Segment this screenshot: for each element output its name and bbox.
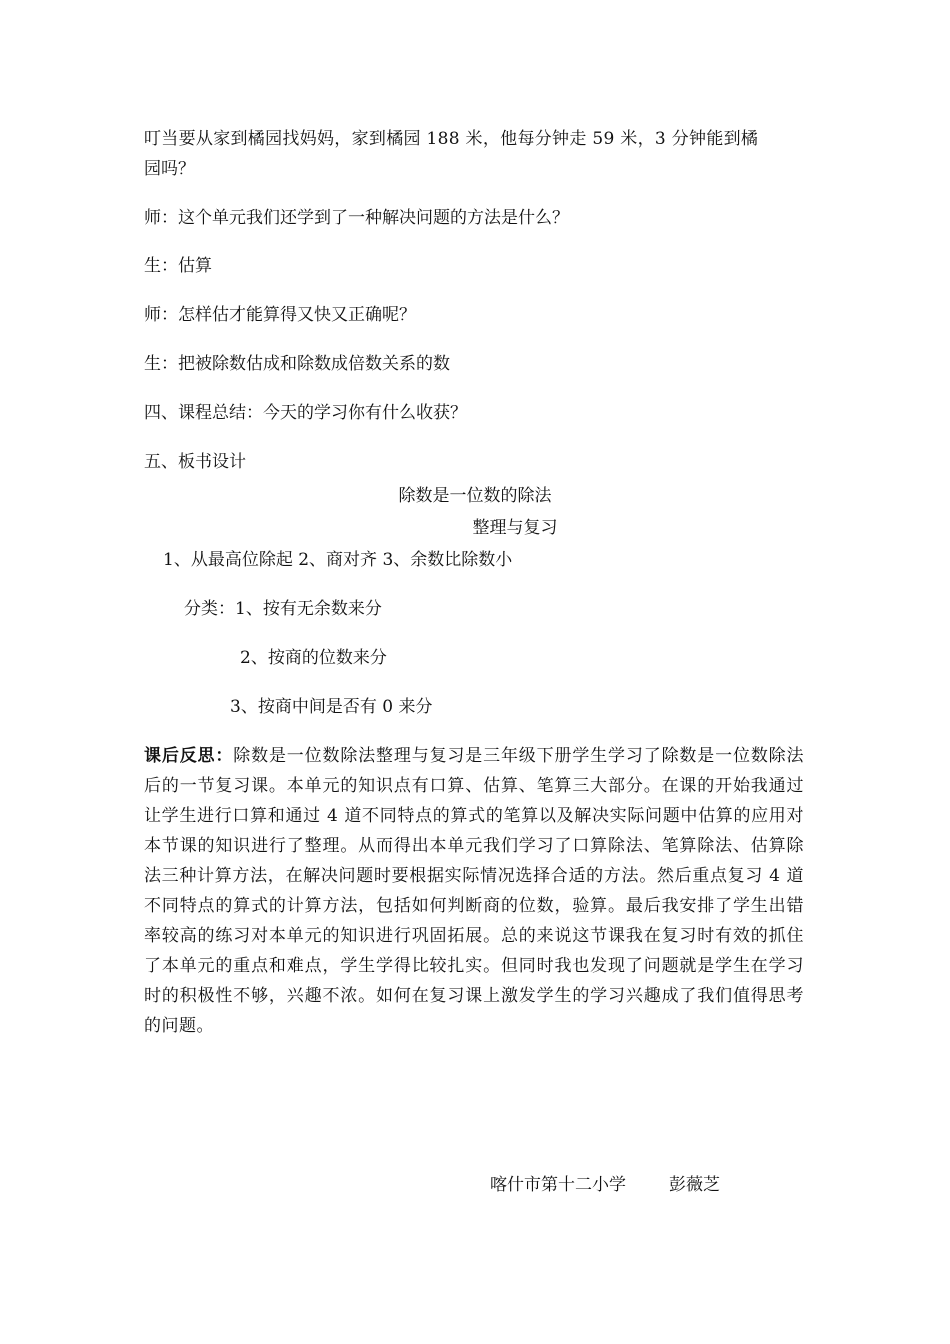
problem-line-1: 叮当要从家到橘园找妈妈，家到橘园 188 米，他每分钟走 59 米，3 分钟能到橘 [144, 129, 759, 149]
problem-line-2: 园吗？ [144, 159, 195, 179]
signature-author: 彭薇芝 [669, 1175, 720, 1195]
reflection-text: 除数是一位数除法整理与复习是三年级下册学生学习了除数是一位数除法后的一节复习课。本单元的知识点有口算、估算、笔算三大部分。在课的开始我通过让学生进行口算和通过 4 道不同特点的算式的笔算以及解决实际问题中估算的应用对本节课的知识进行了整理。从而得出本单元我们学习了口算除法、笔算除法、估算除法三种计算方法，在解决问题时要根据实际情况选择合适的方法。然后重点复习 4 道不同特点的算式的计算方法，包括如何判断商的位数，验算。最后我安排了学生出错率较高的练习对本单元的知识进行巩固拓展。总的来说这节课我在复习时有效的抓住了本单元的重点和难点，学生学得比较扎实。但同时我也发现了问题就是学生在学习时的积极性不够，兴趣不浓。如何在复习课上激发学生的学习兴趣成了我们值得思考的问题。 [144, 746, 805, 1036]
board-classify-3: 3、按商中间是否有 0 来分 [230, 697, 433, 717]
board-classify-1: 分类：1、按有无余数来分 [184, 599, 382, 619]
reflection-label: 课后反思： [144, 746, 234, 766]
teacher-question-method: 师：这个单元我们还学到了一种解决问题的方法是什么？ [144, 208, 569, 228]
section-summary: 四、课程总结：今天的学习你有什么收获？ [144, 403, 467, 423]
student-answer-estimate: 生：估算 [144, 256, 212, 276]
student-answer-multiple: 生：把被除数估成和除数成倍数关系的数 [144, 354, 450, 374]
teacher-question-how: 师：怎样估才能算得又快又正确呢？ [144, 305, 416, 325]
board-title: 除数是一位数的除法 [398, 486, 552, 506]
board-rules: 1、从最高位除起 2、商对齐 3、余数比除数小 [163, 550, 513, 570]
board-classify-2: 2、按商的位数来分 [240, 648, 387, 668]
board-subtitle: 整理与复习 [472, 518, 558, 538]
signature-school: 喀什市第十二小学 [490, 1175, 626, 1195]
reflection-paragraph [144, 741, 804, 1041]
section-board-design: 五、板书设计 [144, 452, 246, 472]
